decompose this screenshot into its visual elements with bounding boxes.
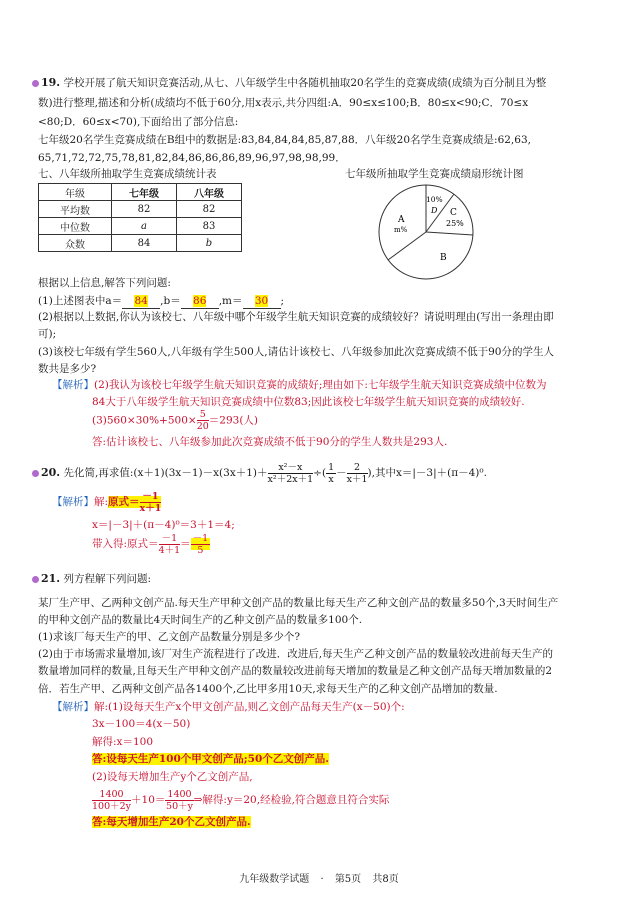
pie-label-b: B xyxy=(440,253,447,263)
fraction-numerator: 1 xyxy=(328,461,335,473)
q20-answer-line3 xyxy=(92,532,210,556)
fraction xyxy=(92,789,131,812)
pie-label-c: C xyxy=(450,208,457,218)
answer-tag: 【解析】 xyxy=(52,496,94,508)
q19-ask-intro: 根据以上信息,解答下列问题: xyxy=(38,277,171,289)
fraction-numerator: －1 xyxy=(140,491,162,503)
q20-line1 xyxy=(32,461,487,485)
fraction-numerator: 1400 xyxy=(167,788,192,800)
table-cell: b xyxy=(177,235,242,252)
table-header-cell: 年级 xyxy=(39,184,112,201)
answer-m: 30 xyxy=(254,295,269,307)
answer-a: 84 xyxy=(134,295,148,307)
q19-part1-mid1: ,b＝ xyxy=(160,295,181,307)
fraction-denominator: 4＋1 xyxy=(158,544,181,556)
fraction xyxy=(268,462,314,485)
q21-sol4-highlight: 答:设每天生产100个甲文创产品;50个乙文创产品. xyxy=(92,753,329,765)
q19-line1 xyxy=(32,76,546,90)
question-bullet-icon xyxy=(32,576,39,583)
q20-sol-orig: 原式＝ xyxy=(108,496,140,508)
fraction-denominator: x＋1 xyxy=(139,502,162,514)
q20-result-highlight xyxy=(108,490,162,514)
pie-divider-c-b xyxy=(426,232,473,235)
q19-ans3-prefix: (3)560×30%+500× xyxy=(92,414,197,427)
fraction xyxy=(165,789,193,812)
fraction-denominator: x²＋2x＋1 xyxy=(267,473,314,485)
question-bullet-icon xyxy=(32,80,39,87)
q19-line3: <80;D．60≤x<70),下面给出了部分信息: xyxy=(38,116,239,128)
answer-tag: 【解析】 xyxy=(52,701,94,713)
fraction-denominator: 5 xyxy=(197,544,204,556)
q19-line4: 七年级20名学生竞赛成绩在B组中的数据是:83,84,84,84,85,87,88．八年级20名学生竞赛成绩是:62,63, xyxy=(38,134,531,146)
q21-sol6-suffix: ⇒解得:y＝20,经检验,符合题意且符合实际 xyxy=(193,794,390,806)
stats-table xyxy=(38,183,242,252)
table-header-cell: 八年级 xyxy=(177,184,242,201)
q21-sol5: (2)设每天增加生产y个乙文创产品, xyxy=(92,771,253,783)
footer-page: 第5页 xyxy=(334,874,362,885)
table-row xyxy=(39,235,242,252)
q19-part3-line1: (3)该校七年级有学生560人,八年级有学生500人,请估计该校七、八年级参加此次竞赛成绩不低于90分的学生人 xyxy=(38,346,554,358)
table-cell: 83 xyxy=(177,218,242,235)
q19-line5: 65,71,72,72,75,78,81,82,84,86,86,86,89,96,97,98,98,99． xyxy=(38,152,346,164)
q21-sol7-highlight: 答:每天增加生产20个乙文创产品. xyxy=(92,816,251,828)
fraction-numerator: x²－x xyxy=(268,462,314,474)
fraction-denominator: 50＋y xyxy=(166,800,193,812)
q19-part3-line2: 数共是多少? xyxy=(38,363,97,375)
q20-answer-line1 xyxy=(52,490,161,514)
q21-header xyxy=(32,572,151,586)
q19-intro-text: 学校开展了航天知识竞赛活动,从七、八年级学生中各随机抽取20名学生的竞赛成绩(成绩为百分制且为整 xyxy=(63,77,547,89)
answer-blank-a xyxy=(122,294,160,309)
q19-part1-prefix: (1)上述图表中a＝ xyxy=(38,295,123,307)
q19-answer-line3 xyxy=(92,409,258,432)
table-header-cell: 七年级 xyxy=(112,184,177,201)
table-cell: a xyxy=(112,218,177,235)
q19-line2: 数)进行整理,描述和分析(成绩均不低于60分,用x表示,共分四组:A．90≤x≤100;B．80≤x<90;C．70≤x xyxy=(38,97,529,109)
pie-label-a-pct: m% xyxy=(394,226,408,234)
pie-label-a: A xyxy=(398,215,405,225)
q19-part1-end: ; xyxy=(280,295,285,307)
q21-line3: (1)求该厂每天生产的甲、乙文创产品数量分别是多少个? xyxy=(38,631,301,643)
pie-divider-b-a xyxy=(388,232,426,260)
q20-final-highlight xyxy=(191,532,211,556)
q21-answer-line1 xyxy=(52,700,405,714)
fraction-numerator: 1400 xyxy=(92,789,131,801)
table-row xyxy=(39,218,242,235)
table-cell: 82 xyxy=(112,201,177,218)
q21-sol4 xyxy=(92,752,329,766)
q19-ans2-text: (2)我认为该校七年级学生航天知识竞赛的成绩好;理由如下:七年级学生航天知识竞赛成绩中位数为 xyxy=(94,379,547,391)
q20-prefix: 先化简,再求值:(x＋1)(3x－1)－x(3x＋1)＋ xyxy=(63,467,268,479)
q19-answer-line1 xyxy=(52,378,546,392)
pie-label-d: D xyxy=(431,206,438,215)
footer-total: 共8页 xyxy=(372,874,399,885)
fraction-numerator: 5 xyxy=(197,409,209,421)
fraction-denominator: 20 xyxy=(196,421,209,432)
table-row xyxy=(39,201,242,218)
q20-sol-prefix: 解: xyxy=(94,496,109,508)
table-cell: 众数 xyxy=(39,235,112,252)
q21-line2: 的甲种文创产品的数量比4天时间生产的乙种文创产品的数量多100个. xyxy=(38,614,363,626)
q20-suffix: ),其中x＝|－3|＋(π－4)⁰. xyxy=(367,467,487,479)
q20-number: 20. xyxy=(41,466,61,479)
fraction xyxy=(140,491,162,514)
q20-minus: － xyxy=(336,467,347,479)
q21-sol7 xyxy=(92,815,251,829)
q19-part2-line2: 可); xyxy=(38,328,57,340)
q21-line4: (2)由于市场需求量增加,该厂对生产流程进行了改进．改进后,每天生产乙种文创产品的数量较改进前每天生产的 xyxy=(38,648,554,660)
q20-sol3-prefix: 带入得:原式＝ xyxy=(92,538,159,550)
q21-sol6 xyxy=(92,787,389,813)
fraction xyxy=(326,462,336,485)
pie-label-d-pct: 10% xyxy=(426,195,443,204)
table-caption: 七、八年级所抽取学生竞赛成绩统计表 xyxy=(38,168,217,180)
pie-chart xyxy=(366,182,486,282)
fraction-denominator: 100＋2y xyxy=(92,800,132,812)
q19-answer-final: 答:估计该校七、八年级参加此次竞赛成绩不低于90分的学生人数共是293人. xyxy=(92,436,448,448)
footer-separator: · xyxy=(320,874,324,885)
fraction xyxy=(159,533,181,556)
q21-line1: 某厂生产甲、乙两种文创产品.每天生产甲种文创产品的数量比每天生产乙种文创产品的数量多50个,3天时间生产 xyxy=(38,597,559,609)
q21-sol6-mid: ＋10＝ xyxy=(131,794,166,806)
answer-b: 86 xyxy=(193,295,207,307)
fraction xyxy=(191,533,211,556)
q19-ans3-suffix: ＝293(人) xyxy=(208,414,259,427)
table-cell: 平均数 xyxy=(39,201,112,218)
q19-answer-line2: 84大于八年级学生航天知识竞赛成绩中位数83;因此该校七年级学生航天知识竞赛的成绩较好. xyxy=(92,396,525,408)
footer-subject: 九年级数学试题 xyxy=(239,874,310,885)
fraction xyxy=(347,462,368,485)
question-bullet-icon xyxy=(32,470,39,477)
q20-mid: ÷( xyxy=(313,467,327,479)
q21-sol2: 3x－100＝4(x－50) xyxy=(92,718,191,730)
fraction xyxy=(197,409,209,432)
table-cell: 84 xyxy=(112,235,177,252)
fraction-denominator: x xyxy=(328,473,334,485)
q21-title: 列方程解下列问题: xyxy=(63,573,152,585)
fraction-numerator: －1 xyxy=(159,533,181,545)
fraction-numerator: 2 xyxy=(347,462,368,474)
page-footer xyxy=(0,870,638,885)
answer-tag: 【解析】 xyxy=(52,379,94,391)
q19-part2-line1: (2)根据以上数据,你认为该校七、八年级中哪个年级学生航天知识竞赛的成绩较好？请说明理由(写出一条理由即 xyxy=(38,311,554,323)
q21-sol1: 解:(1)设每天生产x个甲文创产品,则乙文创产品每天生产(x－50)个: xyxy=(94,701,405,713)
table-row xyxy=(39,184,242,201)
q20-sol3-eq: ＝ xyxy=(180,538,191,550)
q19-part1-mid2: ,m＝ xyxy=(218,295,243,307)
q21-line6: 倍．若生产甲、乙两种文创产品各1400个,乙比甲多用10天,求每天生产的乙种文创产品增加的数量. xyxy=(38,683,498,695)
answer-blank-b xyxy=(181,294,219,309)
q21-line5: 数量增加同样的数量,且每天生产甲种文创产品的数量较改进前每天增加的数量是乙种文创产品每天增加数量的2 xyxy=(38,665,553,677)
pie-caption: 七年级所抽取学生竞赛成绩扇形统计图 xyxy=(345,168,524,180)
q21-sol3: 解得:x＝100 xyxy=(92,736,154,748)
fraction-numerator: －1 xyxy=(192,532,209,544)
fraction-denominator: x＋1 xyxy=(346,473,368,485)
table-cell: 中位数 xyxy=(39,218,112,235)
q19-part1 xyxy=(38,294,284,309)
answer-blank-m xyxy=(243,294,281,309)
q19-number: 19. xyxy=(41,76,61,89)
pie-label-c-pct: 25% xyxy=(446,219,464,228)
table-cell: 82 xyxy=(177,201,242,218)
q20-answer-line2: x＝|－3|＋(π－4)⁰＝3＋1＝4; xyxy=(92,519,235,531)
q21-number: 21. xyxy=(41,572,61,585)
